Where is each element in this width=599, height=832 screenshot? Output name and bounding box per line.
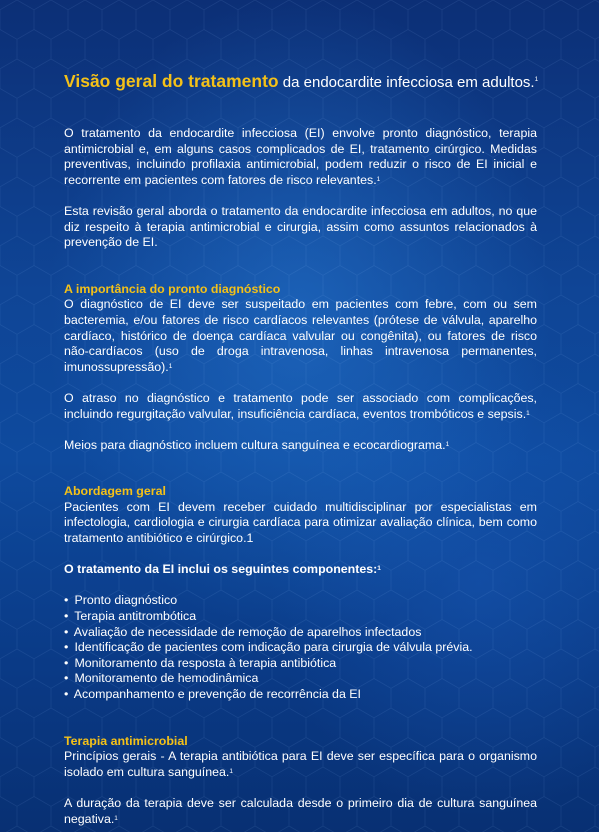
section-heading-diagnosis: A importância do pronto diagnóstico: [64, 281, 281, 296]
diagnosis-paragraph-1: O diagnóstico de EI deve ser suspeitado em pacientes com febre, com ou sem bacteremia, e/ou fatores de risco cardíacos relevantes (prótese de válvula, aparelho cardíaco, histórico de doença cardíaca valvular ou congênita), ou fatores de risco não-cardíacos (uso de droga intravenosa, linhas intravenosa permanentes, imunossupressão).$^1$: [64, 297, 537, 374]
title-rest: da endocardite infecciosa em adultos.: [278, 74, 535, 91]
bullet-icon: •: [64, 671, 69, 686]
reference-marker: 1: [376, 175, 381, 183]
components-list: [64, 593, 537, 702]
reference-marker: 1: [229, 767, 233, 775]
section-heading-general-approach: Abordagem geral: [64, 484, 166, 499]
reference-marker: 1: [377, 565, 381, 573]
title-highlight: Visão geral do tratamento: [64, 71, 279, 91]
bullet-icon: •: [64, 593, 69, 608]
bullet-icon: •: [64, 624, 69, 639]
list-item: • Pronto diagnóstico: [64, 593, 178, 608]
section-heading-antimicrobial-therapy: Terapia antimicrobial: [64, 733, 188, 748]
components-label: O tratamento da EI inclui os seguintes componentes:$^1$: [64, 562, 381, 577]
reference-marker: 1: [168, 362, 173, 370]
general-approach-paragraph: Pacientes com EI devem receber cuidado multidisciplinar por especialistas em infectologia, cardiologia e cirurgia cardíaca para otimizar avaliação clínica, bem como tratamento antibiótico e cirúrgico.1: [64, 499, 537, 546]
reference-marker: 1: [114, 814, 118, 822]
list-item: • Acompanhamento e prevenção de recorrência da EI: [64, 687, 361, 701]
diagnosis-paragraph-2: O atraso no diagnóstico e tratamento pode ser associado com complicações, incluindo regurgitação valvular, insuficiência cardíaca, eventos trombóticos e sepsis.$^1$: [64, 390, 537, 421]
reference-marker: 1: [445, 440, 450, 448]
antimicrobial-paragraph-1: Princípios gerais - A terapia antibiótica para EI deve ser específica para o organismo isolado em cultura sanguínea.$^1$: [64, 749, 537, 779]
reference-marker: 1: [526, 409, 530, 417]
bullet-icon: •: [64, 687, 69, 701]
bullet-icon: •: [64, 640, 69, 655]
list-item: • Monitoramento de hemodinâmica: [64, 671, 259, 686]
page-title: [64, 70, 537, 94]
document-body: [64, 70, 537, 827]
bullet-icon: •: [64, 655, 69, 670]
title-reference: 1: [534, 76, 539, 83]
bullet-icon: •: [64, 609, 69, 624]
list-item: • Monitoramento da resposta à terapia antibiótica: [64, 655, 337, 670]
diagnosis-paragraph-3: Meios para diagnóstico incluem cultura sanguínea e ecocardiograma.$^1$: [64, 437, 450, 452]
intro-paragraph-1: O tratamento da endocardite infecciosa (EI) envolve pronto diagnóstico, terapia antimicrobial e, em alguns casos complicados de EI, tratamento cirúrgico. Medidas preventivas, incluindo profilaxia antimicrobial, podem reduzir o risco de EI inicial e recorrente em pacientes com fatores de risco relevantes.$^1$: [64, 126, 537, 187]
antimicrobial-paragraph-2: A duração da terapia deve ser calculada desde o primeiro dia de cultura sanguínea negativa.$^1$: [64, 795, 537, 826]
intro-paragraph-2: Esta revisão geral aborda o tratamento da endocardite infecciosa em adultos, no que diz respeito à terapia antimicrobial e cirurgia, assim como assuntos relacionados à prevenção de EI.: [64, 203, 537, 250]
list-item: • Avaliação de necessidade de remoção de aparelhos infectados: [64, 624, 422, 639]
list-item: • Terapia antitrombótica: [64, 609, 197, 624]
list-item: • Identificação de pacientes com indicação para cirurgia de válvula prévia.: [64, 640, 473, 655]
